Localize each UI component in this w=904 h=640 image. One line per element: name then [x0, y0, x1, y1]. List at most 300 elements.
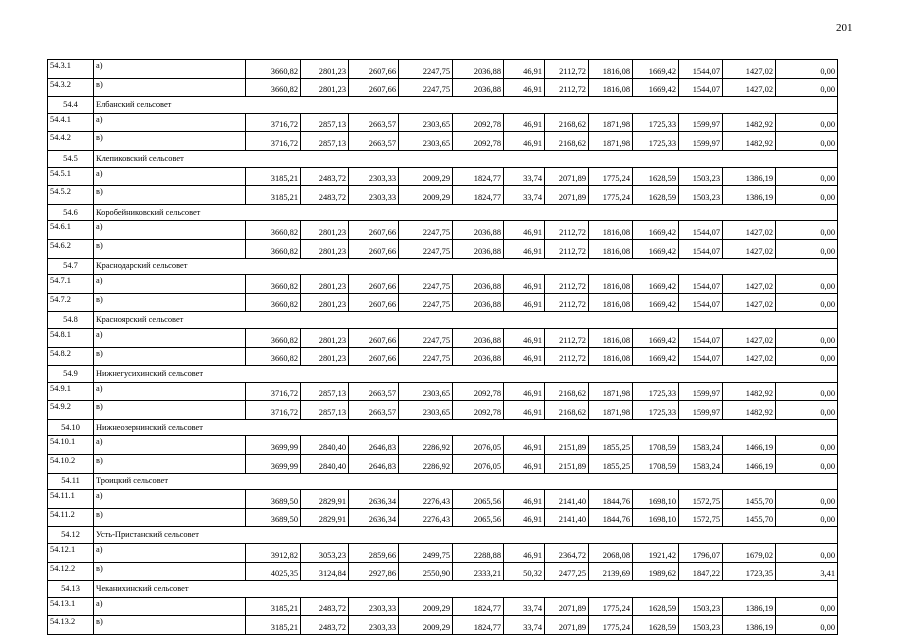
table-row: [48, 544, 838, 563]
value-cell: 46,91: [504, 401, 545, 420]
row-label: а): [94, 167, 246, 186]
value-cell: 2141,40: [545, 490, 589, 509]
table-row: [48, 221, 838, 240]
value-cell: 2112,72: [545, 347, 589, 366]
row-label: а): [94, 60, 246, 79]
row-code: 54.12.2: [48, 562, 94, 581]
value-cell: 0,00: [776, 616, 838, 635]
section-row: [48, 581, 838, 598]
value-cell: 2801,23: [301, 347, 349, 366]
value-cell: 0,00: [776, 328, 838, 347]
value-cell: 1572,75: [679, 490, 723, 509]
value-cell: 2071,89: [545, 616, 589, 635]
value-cell: 1824,77: [453, 167, 504, 186]
value-cell: 1871,98: [589, 132, 633, 151]
value-cell: 1427,02: [723, 221, 776, 240]
section-row: [48, 97, 838, 114]
value-cell: 2646,83: [349, 436, 399, 455]
value-cell: 1775,24: [589, 167, 633, 186]
row-label: в): [94, 616, 246, 635]
value-cell: 2607,66: [349, 347, 399, 366]
value-cell: 1482,92: [723, 401, 776, 420]
section-row: [48, 150, 838, 167]
value-cell: 1503,23: [679, 186, 723, 205]
value-cell: 1775,24: [589, 597, 633, 616]
value-cell: 2139,69: [589, 562, 633, 581]
value-cell: 1855,25: [589, 455, 633, 474]
value-cell: 50,32: [504, 562, 545, 581]
row-code: 54.5.1: [48, 167, 94, 186]
value-cell: 46,91: [504, 78, 545, 97]
row-code: 54.6: [48, 204, 94, 221]
row-label: а): [94, 436, 246, 455]
value-cell: 3185,21: [246, 167, 301, 186]
value-cell: 2112,72: [545, 239, 589, 258]
value-cell: 1427,02: [723, 275, 776, 294]
value-cell: 2801,23: [301, 221, 349, 240]
value-cell: 0,00: [776, 490, 838, 509]
value-cell: 2036,88: [453, 78, 504, 97]
table-row: [48, 239, 838, 258]
value-cell: 2663,57: [349, 401, 399, 420]
value-cell: 4025,35: [246, 562, 301, 581]
value-cell: 1708,59: [633, 436, 679, 455]
value-cell: 2483,72: [301, 616, 349, 635]
value-cell: 2071,89: [545, 167, 589, 186]
value-cell: 2112,72: [545, 328, 589, 347]
value-cell: 1669,42: [633, 239, 679, 258]
value-cell: 2009,29: [399, 167, 453, 186]
table-row: [48, 275, 838, 294]
row-code: 54.5: [48, 150, 94, 167]
row-label: а): [94, 490, 246, 509]
value-cell: 2477,25: [545, 562, 589, 581]
value-cell: 1544,07: [679, 221, 723, 240]
row-code: 54.3.1: [48, 60, 94, 79]
value-cell: 2071,89: [545, 597, 589, 616]
value-cell: 46,91: [504, 239, 545, 258]
value-cell: 1824,77: [453, 186, 504, 205]
value-cell: 1386,19: [723, 186, 776, 205]
value-cell: 2288,88: [453, 544, 504, 563]
value-cell: 0,00: [776, 113, 838, 132]
table-row: [48, 186, 838, 205]
value-cell: 2303,65: [399, 113, 453, 132]
value-cell: 2112,72: [545, 293, 589, 312]
value-cell: 2092,78: [453, 113, 504, 132]
value-cell: 2009,29: [399, 597, 453, 616]
value-cell: 3660,82: [246, 293, 301, 312]
row-label: в): [94, 562, 246, 581]
value-cell: 2840,40: [301, 436, 349, 455]
value-cell: 1816,08: [589, 328, 633, 347]
value-cell: 1544,07: [679, 78, 723, 97]
value-cell: 1989,62: [633, 562, 679, 581]
value-cell: 46,91: [504, 293, 545, 312]
value-cell: 1824,77: [453, 616, 504, 635]
value-cell: 2859,66: [349, 544, 399, 563]
row-code: 54.4.1: [48, 113, 94, 132]
value-cell: 1482,92: [723, 382, 776, 401]
value-cell: 1816,08: [589, 78, 633, 97]
value-cell: 2303,33: [349, 597, 399, 616]
value-cell: 0,00: [776, 78, 838, 97]
table-row: [48, 113, 838, 132]
value-cell: 1816,08: [589, 239, 633, 258]
value-cell: 3716,72: [246, 132, 301, 151]
value-cell: 1466,19: [723, 436, 776, 455]
section-title: Троицкий сельсовет: [94, 473, 838, 490]
table-row: [48, 490, 838, 509]
row-code: 54.8.1: [48, 328, 94, 347]
value-cell: 2168,62: [545, 132, 589, 151]
value-cell: 1816,08: [589, 347, 633, 366]
value-cell: 2607,66: [349, 328, 399, 347]
row-label: в): [94, 401, 246, 420]
row-code: 54.3.2: [48, 78, 94, 97]
value-cell: 2076,05: [453, 455, 504, 474]
value-cell: 1482,92: [723, 132, 776, 151]
value-cell: 2829,91: [301, 508, 349, 527]
value-cell: 0,00: [776, 544, 838, 563]
value-cell: 1503,23: [679, 616, 723, 635]
value-cell: 0,00: [776, 132, 838, 151]
value-cell: 2036,88: [453, 347, 504, 366]
value-cell: 3185,21: [246, 616, 301, 635]
value-cell: 2112,72: [545, 275, 589, 294]
value-cell: 46,91: [504, 544, 545, 563]
section-row: [48, 258, 838, 275]
value-cell: 2112,72: [545, 60, 589, 79]
table-row: [48, 328, 838, 347]
value-cell: 46,91: [504, 508, 545, 527]
value-cell: 1455,70: [723, 490, 776, 509]
value-cell: 1708,59: [633, 455, 679, 474]
section-title: Коробейниковский сельсовет: [94, 204, 838, 221]
value-cell: 2247,75: [399, 221, 453, 240]
row-label: в): [94, 455, 246, 474]
value-cell: 2927,86: [349, 562, 399, 581]
value-cell: 46,91: [504, 436, 545, 455]
value-cell: 2151,89: [545, 436, 589, 455]
value-cell: 3689,50: [246, 490, 301, 509]
value-cell: 3053,23: [301, 544, 349, 563]
row-code: 54.10: [48, 419, 94, 436]
section-row: [48, 473, 838, 490]
value-cell: 2483,72: [301, 186, 349, 205]
value-cell: 0,00: [776, 167, 838, 186]
value-cell: 0,00: [776, 455, 838, 474]
value-cell: 3185,21: [246, 186, 301, 205]
row-label: в): [94, 78, 246, 97]
section-title: Елбанский сельсовет: [94, 97, 838, 114]
value-cell: 46,91: [504, 347, 545, 366]
value-cell: 2247,75: [399, 275, 453, 294]
row-label: в): [94, 293, 246, 312]
value-cell: 46,91: [504, 328, 545, 347]
value-cell: 1466,19: [723, 455, 776, 474]
row-code: 54.13.2: [48, 616, 94, 635]
value-cell: 1855,25: [589, 436, 633, 455]
value-cell: 0,00: [776, 597, 838, 616]
value-cell: 2663,57: [349, 113, 399, 132]
value-cell: 1455,70: [723, 508, 776, 527]
section-row: [48, 312, 838, 329]
value-cell: 1816,08: [589, 221, 633, 240]
row-code: 54.7.2: [48, 293, 94, 312]
value-cell: 1583,24: [679, 455, 723, 474]
value-cell: 1599,97: [679, 132, 723, 151]
table-row: [48, 382, 838, 401]
value-cell: 1628,59: [633, 167, 679, 186]
value-cell: 2092,78: [453, 382, 504, 401]
value-cell: 1698,10: [633, 490, 679, 509]
value-cell: 1628,59: [633, 186, 679, 205]
value-cell: 2247,75: [399, 347, 453, 366]
value-cell: 2065,56: [453, 508, 504, 527]
value-cell: 1503,23: [679, 167, 723, 186]
row-label: в): [94, 186, 246, 205]
value-cell: 0,00: [776, 508, 838, 527]
value-cell: 3716,72: [246, 382, 301, 401]
row-code: 54.11: [48, 473, 94, 490]
value-cell: 1544,07: [679, 328, 723, 347]
section-title: Усть-Пристанский сельсовет: [94, 527, 838, 544]
value-cell: 2141,40: [545, 508, 589, 527]
value-cell: 2303,33: [349, 167, 399, 186]
row-code: 54.13.1: [48, 597, 94, 616]
table-row: [48, 436, 838, 455]
row-code: 54.9: [48, 366, 94, 383]
value-cell: 2168,62: [545, 113, 589, 132]
value-cell: 1816,08: [589, 293, 633, 312]
row-code: 54.8.2: [48, 347, 94, 366]
row-code: 54.5.2: [48, 186, 94, 205]
value-cell: 1544,07: [679, 239, 723, 258]
value-cell: 2483,72: [301, 167, 349, 186]
section-row: [48, 527, 838, 544]
table-row: [48, 616, 838, 635]
value-cell: 1628,59: [633, 616, 679, 635]
value-cell: 2857,13: [301, 401, 349, 420]
value-cell: 2607,66: [349, 60, 399, 79]
value-cell: 33,74: [504, 597, 545, 616]
value-cell: 1427,02: [723, 78, 776, 97]
value-cell: 2065,56: [453, 490, 504, 509]
value-cell: 2607,66: [349, 275, 399, 294]
table-row: [48, 597, 838, 616]
section-row: [48, 366, 838, 383]
value-cell: 2276,43: [399, 490, 453, 509]
section-title: Краснодарский сельсовет: [94, 258, 838, 275]
section-title: Красноярский сельсовет: [94, 312, 838, 329]
value-cell: 3660,82: [246, 239, 301, 258]
value-cell: 2801,23: [301, 78, 349, 97]
value-cell: 2303,33: [349, 616, 399, 635]
value-cell: 2607,66: [349, 293, 399, 312]
section-title: Нижнеозернинский сельсовет: [94, 419, 838, 436]
value-cell: 2801,23: [301, 293, 349, 312]
value-cell: 1847,22: [679, 562, 723, 581]
value-cell: 2112,72: [545, 78, 589, 97]
value-cell: 2801,23: [301, 328, 349, 347]
value-cell: 1844,76: [589, 508, 633, 527]
row-code: 54.11.1: [48, 490, 94, 509]
section-row: [48, 419, 838, 436]
value-cell: 1669,42: [633, 328, 679, 347]
table-row: [48, 167, 838, 186]
table-row: [48, 78, 838, 97]
value-cell: 2112,72: [545, 221, 589, 240]
value-cell: 1544,07: [679, 347, 723, 366]
value-cell: 1544,07: [679, 293, 723, 312]
value-cell: 1599,97: [679, 113, 723, 132]
section-title: Чеканихинский сельсовет: [94, 581, 838, 598]
row-label: а): [94, 597, 246, 616]
value-cell: 2247,75: [399, 293, 453, 312]
value-cell: 1723,35: [723, 562, 776, 581]
value-cell: 2607,66: [349, 239, 399, 258]
row-label: а): [94, 113, 246, 132]
row-code: 54.4.2: [48, 132, 94, 151]
value-cell: 2663,57: [349, 132, 399, 151]
value-cell: 2483,72: [301, 597, 349, 616]
value-cell: 2646,83: [349, 455, 399, 474]
row-label: а): [94, 328, 246, 347]
value-cell: 2071,89: [545, 186, 589, 205]
value-cell: 1599,97: [679, 401, 723, 420]
row-code: 54.12.1: [48, 544, 94, 563]
value-cell: 3716,72: [246, 113, 301, 132]
table-row: [48, 293, 838, 312]
value-cell: 3660,82: [246, 60, 301, 79]
row-code: 54.10.1: [48, 436, 94, 455]
row-label: в): [94, 239, 246, 258]
value-cell: 46,91: [504, 275, 545, 294]
value-cell: 3699,99: [246, 436, 301, 455]
value-cell: 3,41: [776, 562, 838, 581]
value-cell: 46,91: [504, 490, 545, 509]
value-cell: 1427,02: [723, 347, 776, 366]
value-cell: 1427,02: [723, 328, 776, 347]
value-cell: 0,00: [776, 239, 838, 258]
value-cell: 2840,40: [301, 455, 349, 474]
row-code: 54.9.2: [48, 401, 94, 420]
value-cell: 3912,82: [246, 544, 301, 563]
value-cell: 1503,23: [679, 597, 723, 616]
value-cell: 1669,42: [633, 275, 679, 294]
value-cell: 2092,78: [453, 132, 504, 151]
table-body: [48, 60, 838, 635]
value-cell: 2801,23: [301, 60, 349, 79]
value-cell: 46,91: [504, 221, 545, 240]
value-cell: 2036,88: [453, 239, 504, 258]
value-cell: 2068,08: [589, 544, 633, 563]
value-cell: 1386,19: [723, 167, 776, 186]
table-row: [48, 60, 838, 79]
value-cell: 1572,75: [679, 508, 723, 527]
table-row: [48, 401, 838, 420]
value-cell: 2303,65: [399, 401, 453, 420]
value-cell: 1871,98: [589, 113, 633, 132]
value-cell: 1386,19: [723, 616, 776, 635]
value-cell: 0,00: [776, 436, 838, 455]
value-cell: 2168,62: [545, 401, 589, 420]
value-cell: 3185,21: [246, 597, 301, 616]
table-row: [48, 132, 838, 151]
value-cell: 1583,24: [679, 436, 723, 455]
value-cell: 1427,02: [723, 60, 776, 79]
value-cell: 1871,98: [589, 382, 633, 401]
value-cell: 1796,07: [679, 544, 723, 563]
value-cell: 46,91: [504, 60, 545, 79]
section-title: Клепиковский сельсовет: [94, 150, 838, 167]
value-cell: 2286,92: [399, 436, 453, 455]
value-cell: 1871,98: [589, 401, 633, 420]
value-cell: 0,00: [776, 221, 838, 240]
value-cell: 2857,13: [301, 113, 349, 132]
value-cell: 3660,82: [246, 275, 301, 294]
value-cell: 2499,75: [399, 544, 453, 563]
value-cell: 1725,33: [633, 132, 679, 151]
value-cell: 33,74: [504, 167, 545, 186]
value-cell: 1921,42: [633, 544, 679, 563]
value-cell: 1386,19: [723, 597, 776, 616]
value-cell: 0,00: [776, 186, 838, 205]
value-cell: 1775,24: [589, 616, 633, 635]
value-cell: 2247,75: [399, 328, 453, 347]
row-label: в): [94, 132, 246, 151]
row-label: а): [94, 221, 246, 240]
value-cell: 33,74: [504, 616, 545, 635]
table-row: [48, 562, 838, 581]
value-cell: 1427,02: [723, 239, 776, 258]
value-cell: 1628,59: [633, 597, 679, 616]
value-cell: 2036,88: [453, 293, 504, 312]
value-cell: 3716,72: [246, 401, 301, 420]
value-cell: 1669,42: [633, 60, 679, 79]
value-cell: 2636,34: [349, 508, 399, 527]
value-cell: 1544,07: [679, 275, 723, 294]
page-number: 201: [836, 22, 853, 34]
value-cell: 1482,92: [723, 113, 776, 132]
value-cell: 2607,66: [349, 221, 399, 240]
value-cell: 1427,02: [723, 293, 776, 312]
row-code: 54.9.1: [48, 382, 94, 401]
row-code: 54.7: [48, 258, 94, 275]
value-cell: 1544,07: [679, 60, 723, 79]
value-cell: 0,00: [776, 60, 838, 79]
row-code: 54.10.2: [48, 455, 94, 474]
value-cell: 1816,08: [589, 275, 633, 294]
value-cell: 2036,88: [453, 328, 504, 347]
row-label: в): [94, 347, 246, 366]
value-cell: 3689,50: [246, 508, 301, 527]
value-cell: 2168,62: [545, 382, 589, 401]
row-label: а): [94, 382, 246, 401]
value-cell: 1669,42: [633, 221, 679, 240]
value-cell: 1669,42: [633, 78, 679, 97]
value-cell: 2829,91: [301, 490, 349, 509]
value-cell: 1725,33: [633, 113, 679, 132]
value-cell: 3660,82: [246, 78, 301, 97]
value-cell: 2801,23: [301, 275, 349, 294]
value-cell: 2636,34: [349, 490, 399, 509]
value-cell: 1669,42: [633, 347, 679, 366]
value-cell: 2801,23: [301, 239, 349, 258]
value-cell: 1698,10: [633, 508, 679, 527]
row-code: 54.8: [48, 312, 94, 329]
